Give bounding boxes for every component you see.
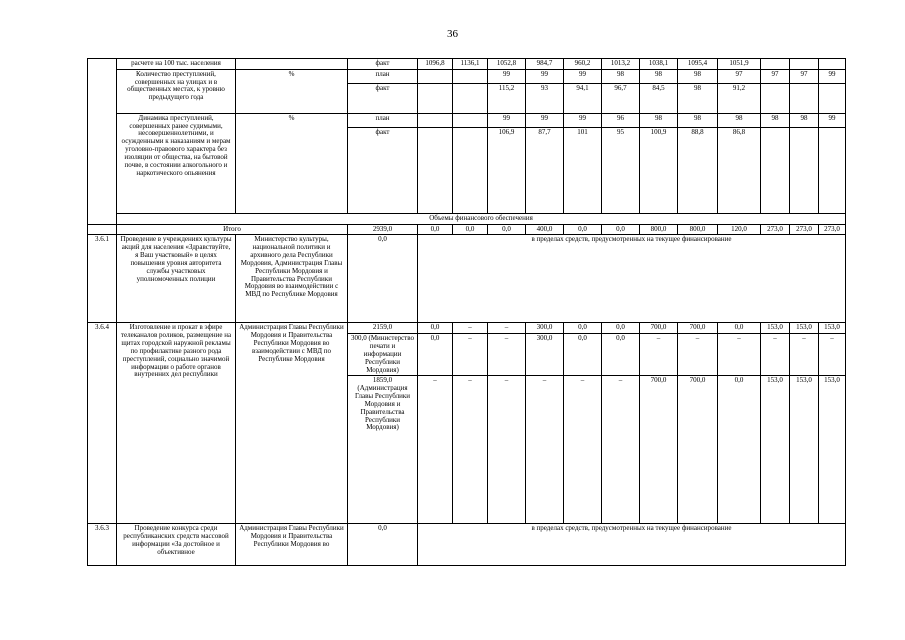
row-type: план — [348, 69, 418, 83]
table-row — [88, 113, 846, 127]
value-cell: 700,0 — [678, 323, 718, 334]
value-cell: – — [418, 376, 453, 524]
value-cell: 99 — [488, 113, 526, 127]
value-cell: 0,0 — [602, 334, 640, 376]
value-cell: 1038,1 — [640, 59, 678, 70]
sum-cell: 2159,0 — [348, 323, 418, 334]
row-type: факт — [348, 59, 418, 70]
indicator-name: расчете на 100 тыс. населения — [117, 59, 236, 70]
unit-cell — [236, 59, 348, 70]
value-cell: 120,0 — [718, 224, 761, 235]
value-cell — [819, 127, 846, 213]
indicator-name: Динамика преступлений, совершенных ранее судимыми, несовершеннолетними, и осужденными к наказаниям и мерам уголовно-правового характера без изоляции от общества, на бытовой почве, в состоянии алкогольного и наркотического опьянения — [117, 113, 236, 213]
row-type: факт — [348, 127, 418, 213]
value-cell: 300,0 — [526, 323, 564, 334]
value-cell: 0,0 — [718, 376, 761, 524]
value-cell: 95 — [602, 127, 640, 213]
sum-cell: 1859,0 (Администрация Главы Республики Мордовия и Правительства Республики Мордовия) — [348, 376, 418, 524]
value-cell: 87,7 — [526, 127, 564, 213]
value-cell — [790, 59, 819, 70]
value-cell: 86,8 — [718, 127, 761, 213]
value-cell — [418, 127, 453, 213]
number-cell — [88, 224, 117, 235]
value-cell: 0,0 — [564, 334, 602, 376]
value-cell: – — [678, 334, 718, 376]
value-cell: 0,0 — [418, 334, 453, 376]
value-cell — [453, 113, 488, 127]
value-cell: 98 — [640, 69, 678, 83]
value-cell: 1136,1 — [453, 59, 488, 70]
funding-note: в пределах средств, предусмотренных на текущее финансирование — [418, 235, 846, 323]
item-number: 3.6.1 — [88, 235, 117, 323]
value-cell: 0,0 — [488, 224, 526, 235]
value-cell — [819, 59, 846, 70]
value-cell: 100,9 — [640, 127, 678, 213]
value-cell: 98 — [678, 113, 718, 127]
value-cell: 960,2 — [564, 59, 602, 70]
executor: Администрация Главы Республики Мордовия и Правительства Республики Мордовия во взаимодействии с МВД по Республике Мордовия — [236, 323, 348, 524]
activity-name: Изготовление и прокат в эфире телеканалов роликов, размещение на щитах городской наружной рекламы по профилактике разного рода преступлений, социально значимой информации о работе органов внутренних дел республики — [117, 323, 236, 524]
number-cell — [88, 59, 117, 225]
indicator-name: Количество преступлений, совершенных на улицах и в общественных местах, к уровню предыдущего года — [117, 69, 236, 113]
value-cell — [761, 127, 790, 213]
section-header: Объемы финансового обеспечения — [117, 213, 846, 224]
executor: Администрация Главы Республики Мордовия и Правительства Республики Мордовия во — [236, 524, 348, 566]
item-number: 3.6.4 — [88, 323, 117, 524]
value-cell: 984,7 — [526, 59, 564, 70]
value-cell: 106,9 — [488, 127, 526, 213]
value-cell: 115,2 — [488, 83, 526, 113]
value-cell: 99 — [526, 113, 564, 127]
value-cell — [418, 69, 453, 83]
row-type: план — [348, 113, 418, 127]
activity-name: Проведение конкурса среди республиканских средств массовой информации «За достойное и объективное — [117, 524, 236, 566]
value-cell: 97 — [718, 69, 761, 83]
value-cell: 0,0 — [564, 224, 602, 235]
value-cell: 98 — [640, 113, 678, 127]
value-cell — [761, 59, 790, 70]
value-cell: 153,0 — [819, 376, 846, 524]
value-cell: – — [718, 334, 761, 376]
value-cell — [761, 83, 790, 113]
value-cell: – — [488, 334, 526, 376]
value-cell: 1051,9 — [718, 59, 761, 70]
value-cell: 700,0 — [640, 376, 678, 524]
value-cell: 97 — [761, 69, 790, 83]
value-cell: – — [453, 376, 488, 524]
value-cell: 93 — [526, 83, 564, 113]
value-cell: 96,7 — [602, 83, 640, 113]
value-cell: – — [526, 376, 564, 524]
value-cell: 153,0 — [790, 376, 819, 524]
activity-name: Проведение в учреждениях культуры акций для населения «Здравствуйте, я Ваш участковый» в целях повышения уровня авторитета службы участковых уполномоченных полиции — [117, 235, 236, 323]
value-cell — [790, 83, 819, 113]
value-cell: 99 — [819, 69, 846, 83]
table-row — [88, 524, 846, 566]
value-cell: 88,8 — [678, 127, 718, 213]
value-cell: – — [488, 376, 526, 524]
value-cell: 153,0 — [790, 323, 819, 334]
item-number: 3.6.3 — [88, 524, 117, 566]
sum-cell: 2939,0 — [348, 224, 418, 235]
value-cell: 98 — [602, 69, 640, 83]
value-cell: – — [564, 376, 602, 524]
value-cell: 0,0 — [602, 323, 640, 334]
table-row — [88, 59, 846, 70]
value-cell: 800,0 — [678, 224, 718, 235]
value-cell — [418, 113, 453, 127]
value-cell: 99 — [564, 113, 602, 127]
executor: Министерство культуры, национальной политики и архивного дела Республики Мордовия, Администрация Главы Республики Мордовия и Правительства Республики Мордовия во взаимодействии с МВД по Республике Мордовия — [236, 235, 348, 323]
value-cell: 0,0 — [453, 224, 488, 235]
value-cell: 273,0 — [819, 224, 846, 235]
value-cell: 300,0 — [526, 334, 564, 376]
unit-cell: % — [236, 69, 348, 113]
value-cell: 84,5 — [640, 83, 678, 113]
value-cell: 153,0 — [761, 376, 790, 524]
funding-note: в пределах средств, предусмотренных на текущее финансирование — [418, 524, 846, 566]
unit-cell: % — [236, 113, 348, 213]
value-cell: 700,0 — [640, 323, 678, 334]
value-cell: 94,1 — [564, 83, 602, 113]
value-cell: 0,0 — [564, 323, 602, 334]
value-cell: – — [453, 334, 488, 376]
sum-cell: 0,0 — [348, 524, 418, 566]
value-cell — [453, 127, 488, 213]
value-cell: 98 — [790, 113, 819, 127]
value-cell: 99 — [819, 113, 846, 127]
value-cell: 98 — [678, 69, 718, 83]
table-row — [88, 235, 846, 323]
value-cell: – — [602, 376, 640, 524]
value-cell: 273,0 — [790, 224, 819, 235]
value-cell: – — [453, 323, 488, 334]
value-cell: 1095,4 — [678, 59, 718, 70]
value-cell: 0,0 — [718, 323, 761, 334]
value-cell: 1013,2 — [602, 59, 640, 70]
value-cell: – — [790, 334, 819, 376]
value-cell: 98 — [718, 113, 761, 127]
value-cell: 0,0 — [418, 224, 453, 235]
table-row — [88, 213, 846, 224]
value-cell: – — [488, 323, 526, 334]
value-cell: 153,0 — [819, 323, 846, 334]
value-cell — [418, 83, 453, 113]
value-cell: 153,0 — [761, 323, 790, 334]
value-cell: 101 — [564, 127, 602, 213]
value-cell: 98 — [678, 83, 718, 113]
value-cell: 98 — [761, 113, 790, 127]
value-cell — [819, 83, 846, 113]
value-cell: 273,0 — [761, 224, 790, 235]
sum-cell: 300,0 (Министерство печати и информации Республики Мордовия) — [348, 334, 418, 376]
value-cell: 99 — [488, 69, 526, 83]
value-cell: 400,0 — [526, 224, 564, 235]
value-cell: 96 — [602, 113, 640, 127]
row-type: факт — [348, 83, 418, 113]
value-cell — [453, 69, 488, 83]
value-cell: 97 — [790, 69, 819, 83]
page-number: 36 — [447, 28, 458, 40]
value-cell: 99 — [564, 69, 602, 83]
value-cell: – — [761, 334, 790, 376]
value-cell: – — [640, 334, 678, 376]
value-cell: – — [819, 334, 846, 376]
program-table — [87, 58, 846, 566]
value-cell: 91,2 — [718, 83, 761, 113]
value-cell: 99 — [526, 69, 564, 83]
value-cell — [790, 127, 819, 213]
value-cell — [453, 83, 488, 113]
value-cell: 1096,8 — [418, 59, 453, 70]
value-cell: 0,0 — [418, 323, 453, 334]
value-cell: 0,0 — [602, 224, 640, 235]
value-cell: 800,0 — [640, 224, 678, 235]
table-row — [88, 69, 846, 83]
value-cell: 700,0 — [678, 376, 718, 524]
table-row — [88, 224, 846, 235]
total-label: Итого — [117, 224, 348, 235]
value-cell: 1052,8 — [488, 59, 526, 70]
sum-cell: 0,0 — [348, 235, 418, 323]
table-row — [88, 323, 846, 334]
